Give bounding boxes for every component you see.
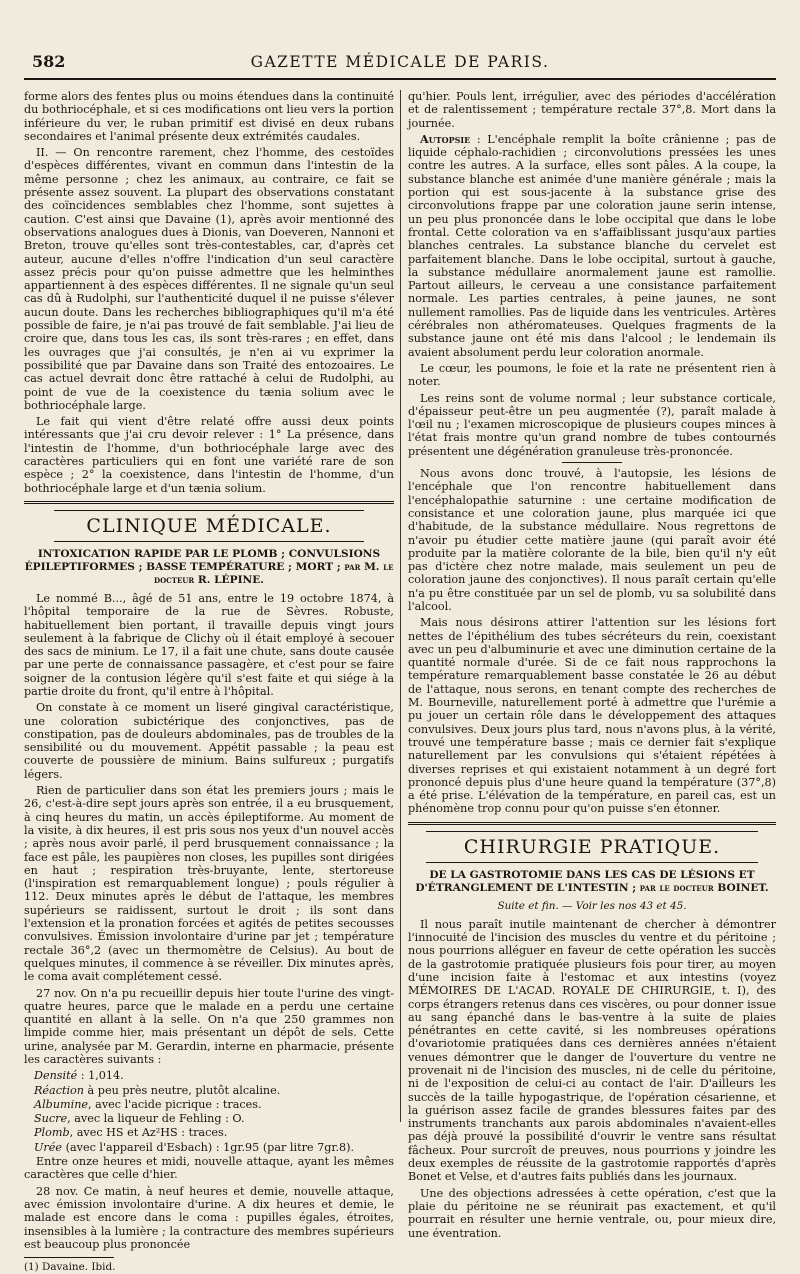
urine-label: Sucre [34,1112,68,1126]
paragraph: On constate à ce moment un liseré gingival caractéristique, une coloration subictérique des conjonctives, pas de constipation, pas de douleurs abdominales, pas de troubles de la sensibilité ou du mouvement. Appétit passable ; la peau est couverte de poussière de minium. Bains sulfureux ; purgatifs légers. [24,701,394,781]
article-title: INTOXICATION RAPIDE PAR LE PLOMB ; CONVULSIONS ÉPILEPTIFORMES ; BASSE TEMPÉRATURE ; MORT ; par M. le docteur R. LÉPINE. [24,547,394,586]
urine-item [34,1069,394,1082]
section-title: CHIRURGIE PRATIQUE. [426,831,758,863]
urine-value: : 1,014. [77,1069,124,1083]
paragraph: Nous avons donc trouvé, à l'autopsie, les lésions de l'encéphale que l'on rencontre habituellement dans l'encéphalopathie saturnine : une certaine modification de consistance et une coloration jaune, plus marquée ici que d'habitude, de la substance médullaire. Nous regrettons de n'avoir pu étudier cette matière jaune (qui paraît avoir été produite par la matière colorante de la bile, bien qu'il n'y eût pas d'ictère chez notre malade, mais seulement un peu de coloration jaune des conjonctives). Il nous paraît certain qu'elle n'a pu être constituée par un sel de plomb, vu sa solubilité dans l'alcool. [408,467,776,613]
paragraph: Les reins sont de volume normal ; leur substance corticale, d'épaisseur peut-être un peu augmentée (?), paraît malade à l'œil nu ; l'examen microscopique de plusieurs coupes minces à l'état frais montre qu'un grand nombre de tubes contournés présentent une dégénération granuleuse très-prononcée. [408,391,776,458]
paragraph: Le nommé B..., âgé de 51 ans, entre le 19 octobre 1874, à l'hôpital temporaire de la rue de Sèvres. Robuste, habituellement bien portant, il travaille depuis vingt jours seulement à la fabrique de Clichy où il était employé à secouer des sacs de minium. Le 17, il a fait une chute, sans doute causée par une perte de connaissance passagère, et c'est pour se faire soigner de la contusion légère qu'il s'est faite et qui siége à la partie droite du front, qu'il entre à l'hôpital. [24,591,394,698]
paragraph: 28 nov. Ce matin, à neuf heures et demie, nouvelle attaque, avec émission involontaire d'urine. A dix heures et demie, le malade est encore dans le coma : pupilles égales, étroites, insensibles à la lumière ; la contracture des membres supérieurs est beaucoup plus prononcée [24,1184,394,1251]
footnote-divider [24,1257,114,1258]
urine-value: , avec l'acide picrique : traces. [88,1097,262,1111]
paragraph: Rien de particulier dans son état les premiers jours ; mais le 26, c'est-à-dire sept jours après son entrée, il a eu brusquement, à cinq heures du matin, un accès épileptiforme. Au moment de la visite, à dix heures, il est pris sous nos yeux d'un nouvel accès ; après nous avoir parlé, il perd brusquement connaissance ; la face est pâle, les paupières non closes, les pupilles sont dirigées en haut ; respiration très-bruyante, lente, stertoreuse (l'inspiration est remarquablement longue) ; pouls régulier à 112. Deux minutes après le début de l'attaque, les membres supérieurs se raidissent, surtout le droit ; ils sont dans l'extension et la pronation forcées et agités de petites secousses convulsives. Émission involontaire d'urine par jet ; température rectale 36°,2 (avec un thermomètre de Celsius). Au bout de quelques minutes, il commence à se réveiller. Dix minutes après, le coma avait complétement cessé. [24,784,394,984]
paragraph: II. — On rencontre rarement, chez l'homme, des cestoïdes d'espèces différentes, vivant en commun dans l'intestin de la même personne ; chez les animaux, au contraire, ce fait se présente assez souvent. La plupart des observations constatant des coïncidences semblables chez l'homme, sont sujettes à caution. C'est ainsi que Davaine (1), après avoir mentionné des observations analogues dues à Dionis, van Doeveren, Nannoni et Breton, trouve qu'elles sont très-contestables, car, d'après cet auteur, aucune d'elles n'offre l'indication d'un seul caractère assez précis pour qu'on puisse admettre que les helminthes appartiennent à des espèces différentes. Il ne signale qu'un seul cas dû à Rudolphi, sur l'authenticité duquel il ne puisse s'élever aucun doute. Dans les recherches bibliographiques qu'il m'a été possible de faire, je n'ai pas trouvé de fait semblable. J'ai lieu de croire que, dans tous les cas, ils sont très-rares ; en effet, dans les ouvrages que j'ai consultés, je n'en ai vu exprimer la possibilité que par Davaine dans son Traité des entozoaires. Le cas actuel devrait donc être rattaché à celui de Rudolphi, au point de vue de la coexistence du tænia solium avec le bothriocéphale large. [24,146,394,412]
paragraph: Entre onze heures et midi, nouvelle attaque, ayant les mêmes caractères que celle d'hier. [24,1155,394,1182]
column-divider [400,90,401,1122]
urine-item [34,1141,394,1154]
urine-item [34,1112,394,1125]
urine-value: , avec HS et Az²HS : traces. [69,1126,228,1140]
paragraph: Le cœur, les poumons, le foie et la rate ne présentent rien à noter. [408,361,776,389]
continuation-note: Suite et fin. — Voir les nos 43 et 45. [497,899,687,912]
urine-item [34,1126,394,1139]
paragraph: Une des objections adressées à cette opération, c'est que la plaie du péritoine ne se réunirait pas exactement, et qu'il pourrait en résulter une hernie ventrale, ou, pour mieux dire, une éventration. [408,1186,776,1240]
section-divider [408,822,776,825]
urine-item [34,1098,394,1111]
running-title: GAZETTE MÉDICALE DE PARIS. [250,53,550,71]
footnote: (1) Davaine. Ibid. [24,1261,116,1274]
page-header [24,52,776,80]
section-title: CLINIQUE MÉDICALE. [54,510,364,542]
right-column [408,90,776,1240]
urine-value: , avec la liqueur de Fehling : O. [67,1112,245,1126]
urine-label: Densité [34,1069,78,1083]
urine-value: (avec l'appareil d'Esbach) : 1gr.95 (par litre 7gr.8). [62,1140,355,1154]
paragraph: Il nous paraît inutile maintenant de chercher à démontrer l'innocuité de l'incision des muscles du ventre et du péritoine ; nous pourrions alléguer en faveur de cette opération les succès de la gastrotomie pratiquée plusieurs fois pour tirer, au moyen d'une incision faite à l'estomac et aux intestins (voyez MÉMOIRES DE L'ACAD. ROYALE DE CHIRURGIE, t. I), des corps étrangers retenus dans ces viscères, ou pour donner issue au sang épanché dans le bas-ventre à la suite de plaies pénétrantes en cette cavité, si les nombreuses opérations d'ovariotomie pratiquées dans ces dernières années n'étaient venues démontrer que le danger de l'ouverture du ventre ne provenait ni de l'incision des muscles, ni de celle du péritoine, ni de l'exposition de celui-ci au contact de l'air. D'ailleurs les succès de la taille hypogastrique, de l'opération césarienne, et la guérison assez facile de grandes blessures faites par des instruments tranchants aux parois abdominales n'avaient-elles pas déjà prouvé la possibilité d'ouvrir le ventre sans résultat fâcheux. Pour surcroît de preuves, nous pourrions y joindre les deux exemples de réussite de la gastrotomie rapportés d'après Bonet et Velse, et d'autres faits publiés dans les journaux. [408,917,776,1184]
urine-label: Plomb [34,1126,70,1140]
page-number: 582 [32,52,66,71]
autopsy-text: : L'encéphale remplit la boîte crânienne ; pas de liquide céphalo-rachidien ; circonvolutions pressées les unes contre les autres. A la surface, elles sont pâles. A la coupe, la substance blanche est animée d'une manière générale ; mais la portion qui est sous-jacente à la substance grise des circonvolutions frappe par une coloration jaune serin intense, un peu plus prononcée dans le lobe occipital que dans le lobe frontal. Cette coloration va en s'affaiblissant jusqu'aux parties blanches centrales. La substance blanche du cervelet est parfaitement blanche. Dans le lobe occipital, surtout à gauche, la substance médullaire anormalement jaune est ramollie. Partout ailleurs, le cerveau a une consistance parfaitement normale. Les parties centrales, à peine jaunes, ne sont nullement ramollies. Pas de liquide dans les ventricules. Artères cérébrales non athéromateuses. Quelques fragments de la substance jaune ont été mis dans l'alcool ; le lendemain ils avaient absolument perdu leur coloration anormale. [408,132,776,359]
paragraph: Mais nous désirons attirer l'attention sur les lésions fort nettes de l'épithélium des tubes sécréteurs du rein, coexistant avec un peu d'albuminurie et avec une diminution certaine de la quantité normale d'urée. Si de ce fait nous rapprochons la température remarquablement basse constatée le 26 au début de l'attaque, nous serons, en tenant compte des recherches de M. Bourneville, naturellement porté à admettre que l'urémie a pu jouer un certain rôle dans le développement des attaques convulsives. Deux jours plus tard, nous n'avons plus, à la vérité, trouvé une température basse ; mais ce dernier fait s'explique naturellement par les convulsions qui s'étaient répétées à diverses reprises et qui existaient notamment à un degré fort prononcé depuis plus d'une heure quand la température (37°,8) a été prise. L'élévation de la température, en pareil cas, est un phénomène trop connu pour qu'on puisse s'en étonner. [408,616,776,816]
left-column [24,90,394,1274]
columns [24,90,776,1274]
paragraph: qu'hier. Pouls lent, irrégulier, avec des périodes d'accélération et de ralentissement ; température rectale 37°,8. Mort dans la journée. [408,90,776,130]
paragraph: forme alors des fentes plus ou moins étendues dans la continuité du bothriocéphale, et si ces modifications ont lieu vers la portion inférieure du ver, le ruban primitif est divisé en deux rubans secondaires et l'animal présente deux extrémités caudales. [24,90,394,143]
autopsy-paragraph [408,133,776,359]
paragraph: 27 nov. On n'a pu recueillir depuis hier toute l'urine des vingt-quatre heures, parce que le malade en a perdu une certaine quantité en allant à la selle. On n'a que 250 grammes non limpide comme hier, mais présentant un dépôt de sels. Cette urine, analysée par M. Gerardin, interne en pharmacie, présente les caractères suivants : [24,986,394,1066]
urine-label: Réaction [34,1083,84,1097]
section-divider [24,501,394,504]
autopsy-label: Autopsie [420,131,471,146]
article-title: DE LA GASTROTOMIE DANS LES CAS DE LÉSIONS ET D'ÉTRANGLEMENT DE L'INTESTIN ; par le docteur BOINET. [415,868,769,894]
urine-item [34,1084,394,1097]
urine-value: à peu près neutre, plutôt alcaline. [84,1083,281,1097]
urine-label: Urée [34,1140,63,1154]
paragraph: Le fait qui vient d'être relaté offre aussi deux points intéressants que j'ai cru devoir relever : 1° La présence, dans l'intestin de l'homme, d'un bothriocéphale large avec des caractères particuliers qui en font une variété rare de son espèce ; 2° la coexistence, dans l'intestin de l'homme, d'un bothriocéphale large et d'un tænia solium. [24,415,394,495]
urine-label: Albumine [34,1097,89,1111]
paragraph-divider [562,462,622,463]
